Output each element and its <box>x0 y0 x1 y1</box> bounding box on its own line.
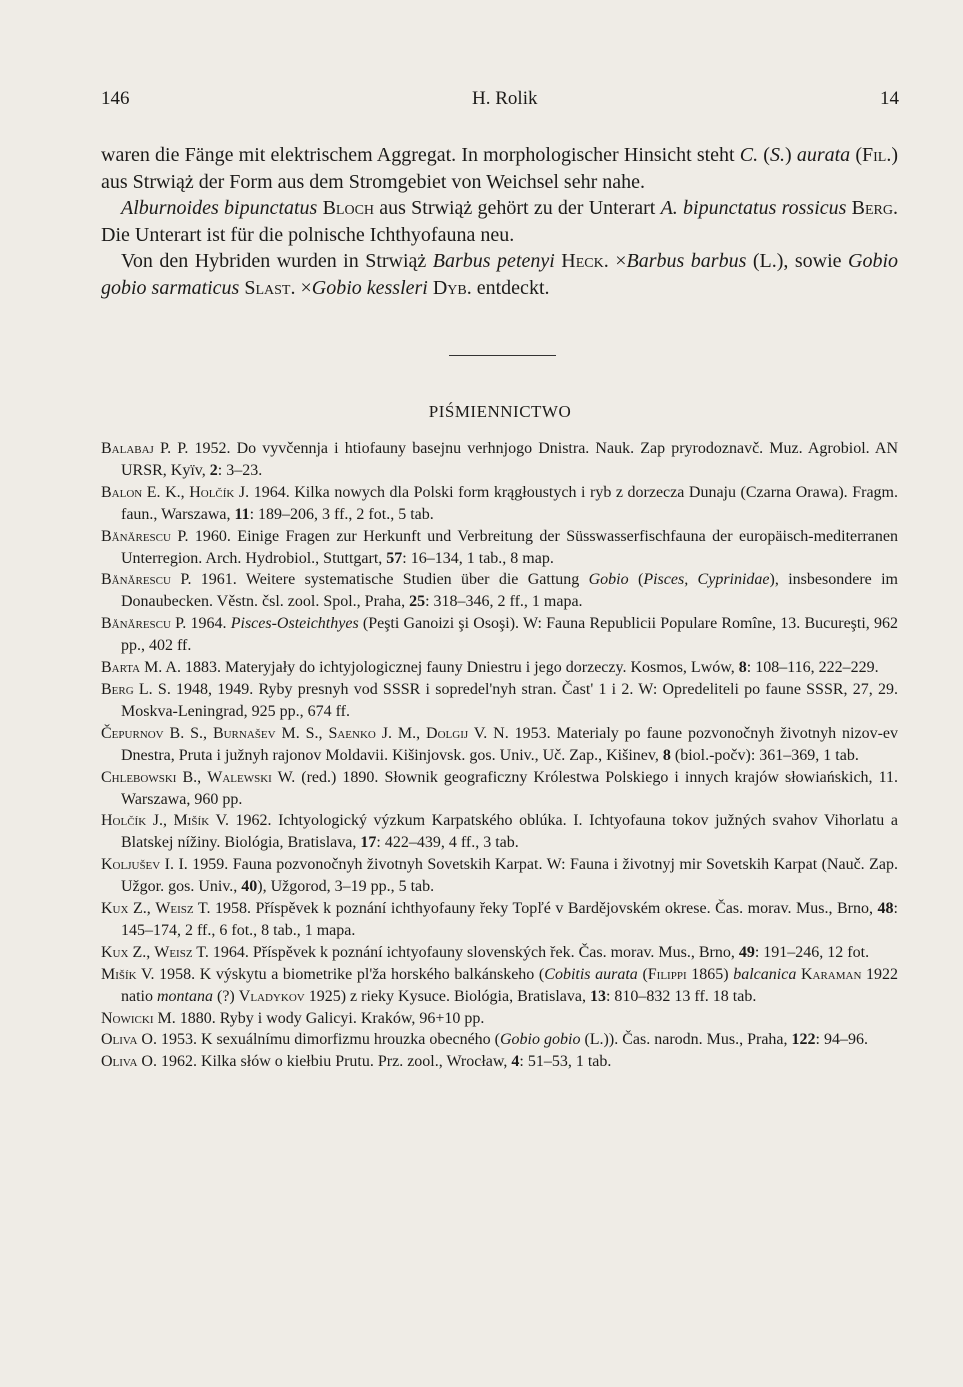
italic-text: Gobio gobio <box>500 1031 581 1049</box>
author-name: Weisz <box>154 943 193 961</box>
volume-number: 25 <box>409 593 426 611</box>
reference-entry <box>101 526 898 570</box>
volume-number: 48 <box>877 900 894 918</box>
text-run: Z., <box>128 900 156 918</box>
text-run: P. 1964. <box>170 615 231 633</box>
author-name: Balabaj <box>101 440 154 457</box>
italic-text: balcanica <box>733 965 797 983</box>
text-run: P. 1960. Einige Fragen zur Herkunft und Verbreitung der Süsswasserfischfauna der europäisch-mediterranen Unterregion. Arch. Hydrobiol., Stuttgart, <box>121 527 898 567</box>
text-run: B., <box>176 768 208 786</box>
text-run: 1922 natio <box>121 965 899 1005</box>
text-run: B. S., <box>163 724 213 742</box>
author-name: Kux <box>101 900 129 918</box>
volume-number: 122 <box>791 1031 816 1049</box>
text-run: O. 1953. K sexuálnímu dimorfizmu hrouzka obecného ( <box>137 1031 500 1049</box>
italic-text: montana <box>157 987 213 1005</box>
text-run: : 3–23. <box>217 461 263 479</box>
text-run: P. P. 1952. Do vyvčennja i htiofauny basejnu verhnjogo Dnistra. Nauk. Zap pryrodoznavč. Muz. Agrobiol. AN URSR, Kyïv, <box>121 440 898 479</box>
text-run: Von den Hybriden wurden in Strwiąż <box>121 250 433 273</box>
reference-entry <box>101 1029 898 1051</box>
author-name: Mišík <box>101 965 137 983</box>
author-name: Dolgij <box>426 724 469 742</box>
text-run: T. 1964. Příspěvek k poznání ichtyofauny slovenských řek. Čas. morav. Mus., Brno, <box>192 943 739 961</box>
author-name: Saenko <box>328 724 376 742</box>
text-run: : 51–53, 1 tab. <box>519 1053 612 1071</box>
text-run: L. S. 1948, 1949. Ryby presnyh vod SSSR i sopredel'nyh stran. Čast' 1 i 2. W: Opredeliteli po faune SSSR, 27, 29. Moskva-Leningrad, 925 pp., 674 ff. <box>121 680 898 720</box>
reference-list <box>101 438 898 1073</box>
italic-text: Cobitis aurata <box>544 965 638 983</box>
italic-text: Pisces, Cyprinidae <box>643 571 770 589</box>
text-run: : 422–439, 4 ff., 3 tab. <box>376 834 519 852</box>
text-run: : 108–116, 222–229. <box>746 659 879 677</box>
text-run: Z., <box>128 943 155 961</box>
text-run: ( <box>628 571 644 589</box>
text-run: : 94–96. <box>815 1031 868 1049</box>
author-name: Holčík <box>101 812 147 830</box>
author-name: Dyb <box>432 276 467 299</box>
text-run: . Die Unterart ist für die polnische Ichthyofauna neu. <box>101 197 898 246</box>
text-run: O. 1962. Kilka słów o kiełbiu Prutu. Prz. zool., Wrocław, <box>137 1053 512 1071</box>
reference-entry <box>101 942 898 964</box>
text-run: ( <box>758 144 770 166</box>
reference-entry <box>101 898 898 942</box>
author-name: Burnašev <box>212 724 276 742</box>
author-name: Nowicki <box>101 1009 154 1027</box>
volume-number: 17 <box>360 834 377 852</box>
author-name: Holčík <box>189 483 235 501</box>
text-run: ) <box>784 144 797 166</box>
author-name: Kux <box>101 943 129 961</box>
italic-text: A. bipunctatus rossicus <box>660 197 847 220</box>
italic-text: Barbus barbus <box>626 250 747 273</box>
reference-entry <box>101 1051 898 1073</box>
text-run: ( <box>850 144 862 166</box>
reference-entry <box>101 438 898 482</box>
text-run: J., <box>146 812 174 830</box>
body-text <box>101 142 898 302</box>
page-number: 146 <box>101 88 130 109</box>
volume-number: 14 <box>879 88 899 109</box>
reference-entry <box>101 569 898 613</box>
text-run: 1865) <box>686 965 734 983</box>
text-run: J. M., <box>375 724 427 742</box>
running-header <box>101 88 899 110</box>
text-run: J. 1964. Kilka nowych dla Polski form krągłoustych i ryb z dorzecza Dunaju (Czarna Orawa). Fragm. faun., Warszawa, <box>121 483 899 523</box>
text-run: ) aus Strwiąż der Form aus dem Stromgebiet von Weichsel sehr nahe. <box>101 144 899 193</box>
volume-number: 11 <box>234 505 250 523</box>
author-name: Mišík <box>173 812 210 830</box>
author-name: Berg <box>851 197 893 220</box>
reference-entry <box>101 854 898 898</box>
text-run: (Peşti Ganoizi şi Osoşi). W: Fauna Republicii Populare Romîne, 13. Bucureşti, 962 pp., 402 ff. <box>121 615 898 655</box>
author-name: Filippi <box>647 965 687 983</box>
italic-text: Barbus petenyi <box>432 250 555 273</box>
text-run: ), Užgorod, 3–19 pp., 5 tab. <box>257 878 435 896</box>
volume-number: 4 <box>511 1053 520 1071</box>
text-run: waren die Fänge mit elektrischem Aggregat. In morphologischer Hinsicht steht <box>101 144 740 166</box>
text-run: M. S., <box>275 724 329 742</box>
volume-number: 57 <box>386 549 403 567</box>
italic-text: Alburnoides bipunctatus <box>121 197 318 220</box>
text-run: ( <box>637 965 648 983</box>
text-run: . × <box>603 250 627 273</box>
text-run: aus Strwiąż gehört zu der Unterart <box>374 197 661 220</box>
text-run: I. I. 1959. Fauna pozvonočnyh životnyh Sovetskih Karpat. W: Fauna i životnyj mir Sovetskih Karpat (Nauč. Zap. Užgor. gos. Univ., <box>121 856 898 896</box>
author-name: Walewski <box>207 768 272 786</box>
author-name: Oliva <box>101 1031 138 1049</box>
author-name: Chlebowski <box>101 768 177 786</box>
text-run: : 16–134, 1 tab., 8 map. <box>402 549 554 567</box>
text-run: W. (red.) 1890. Słownik geograficzny Królestwa Polskiego i innych krajów słowiańskich, 11. Warszawa, 960 pp. <box>121 768 899 808</box>
text-run: : 191–246, 12 fot. <box>754 943 870 961</box>
reference-entry <box>101 657 898 679</box>
reference-entry <box>101 723 898 767</box>
text-run: M. 1880. Ryby i wody Galicyi. Kraków, 96+10 pp. <box>153 1009 485 1027</box>
italic-text: Gobio gobio sarmaticus <box>101 250 898 299</box>
author-name: Bănărescu <box>101 615 171 633</box>
text-run: : 318–346, 2 ff., 1 mapa. <box>425 593 583 611</box>
italic-text: S. <box>769 144 785 166</box>
author-name: Slast <box>244 276 291 299</box>
reference-entry <box>101 964 898 1008</box>
text-run: 1925) z rieky Kysuce. Biológia, Bratislava, <box>304 987 590 1005</box>
reference-entry <box>101 1008 898 1030</box>
text-run: : 189–206, 3 ff., 2 fot., 5 tab. <box>249 505 434 523</box>
author-name: Balon <box>101 483 143 501</box>
italic-text: aurata <box>796 144 851 166</box>
reference-entry <box>101 482 898 526</box>
text-run: E. K., <box>142 483 190 501</box>
reference-entry <box>101 613 898 657</box>
author-name: Oliva <box>101 1053 138 1071</box>
paragraph <box>101 195 898 248</box>
text-run: : 145–174, 2 ff., 6 fot., 8 tab., 1 mapa. <box>121 900 898 939</box>
text-run: (?) <box>213 987 239 1005</box>
text-run: V. 1962. Ichtyologický výzkum Karpatského oblúka. I. Ichtyofauna tokov južných svahov Vihorlatu a Blatskej nížiny. Biológia, Bratislava, <box>121 812 898 852</box>
author-name: Karaman <box>800 965 862 983</box>
author-name: Vladykov <box>238 987 305 1005</box>
italic-text: Gobio <box>588 571 629 589</box>
paragraph <box>101 248 898 301</box>
author-name: Heck <box>561 250 604 273</box>
section-divider <box>449 355 556 356</box>
author-name: Fil. <box>862 144 892 166</box>
running-author: H. Rolik <box>472 88 538 109</box>
volume-number: 49 <box>738 943 755 961</box>
reference-entry <box>101 767 898 811</box>
text-run: P. 1961. Weitere systematische Studien über die Gattung <box>170 571 589 589</box>
text-run: V. 1958. K výskytu a biometrike pl'ža horského balkánskeho ( <box>136 965 545 983</box>
reference-entry <box>101 810 898 854</box>
volume-number: 2 <box>209 461 218 479</box>
italic-text: C. <box>739 144 759 166</box>
volume-number: 40 <box>241 878 258 896</box>
text-run: ), insbesondere im Donaubecken. Věstn. čsl. zool. Spol., Praha, <box>121 571 899 611</box>
author-name: Bloch <box>322 197 375 220</box>
text-run: . × <box>290 276 312 299</box>
author-name: Bănărescu <box>101 527 171 545</box>
author-name: Koljušev <box>101 856 161 874</box>
italic-text: Pisces-Osteichthyes <box>230 615 359 633</box>
author-name: Weisz <box>155 900 194 918</box>
text-run: V. N. 1953. Materialy po faune pozvonočnyh životnyh nizov-ev Dnestra, Pruta i južnyh rajonov Moldavii. Kišinjovsk. gos. Univ., Uč. Zap., Kišinev, <box>121 724 899 764</box>
author-name: Čepurnov <box>101 724 164 742</box>
section-title: PIŚMIENNICTWO <box>428 402 572 421</box>
text-run: M. A. 1883. Materyjały do ichtyjologicznej fauny Dniestru i jego dorzeczy. Kosmos, Lwów, <box>140 659 739 677</box>
text-run: (L.), sowie <box>746 250 848 273</box>
reference-entry <box>101 679 898 723</box>
text-run: (L.)). Čas. narodn. Mus., Praha, <box>580 1031 792 1049</box>
italic-text: Gobio kessleri <box>311 276 428 299</box>
text-run: : 810–832 13 ff. 18 tab. <box>605 987 757 1005</box>
author-name: Barta <box>101 659 141 677</box>
author-name: Berg <box>101 680 134 698</box>
text-run: . entdeckt. <box>466 276 550 299</box>
paragraph <box>101 142 898 195</box>
volume-number: 8 <box>662 746 671 764</box>
text-run: (biol.-počv): 361–369, 1 tab. <box>670 746 859 764</box>
text-run: T. 1958. Příspěvek k poznání ichthyofauny řeky Topľé v Bardějovském okrese. Čas. morav. Mus., Brno, <box>193 900 878 918</box>
volume-number: 8 <box>738 659 747 677</box>
volume-number: 13 <box>589 987 606 1005</box>
author-name: Bănărescu <box>101 571 171 589</box>
